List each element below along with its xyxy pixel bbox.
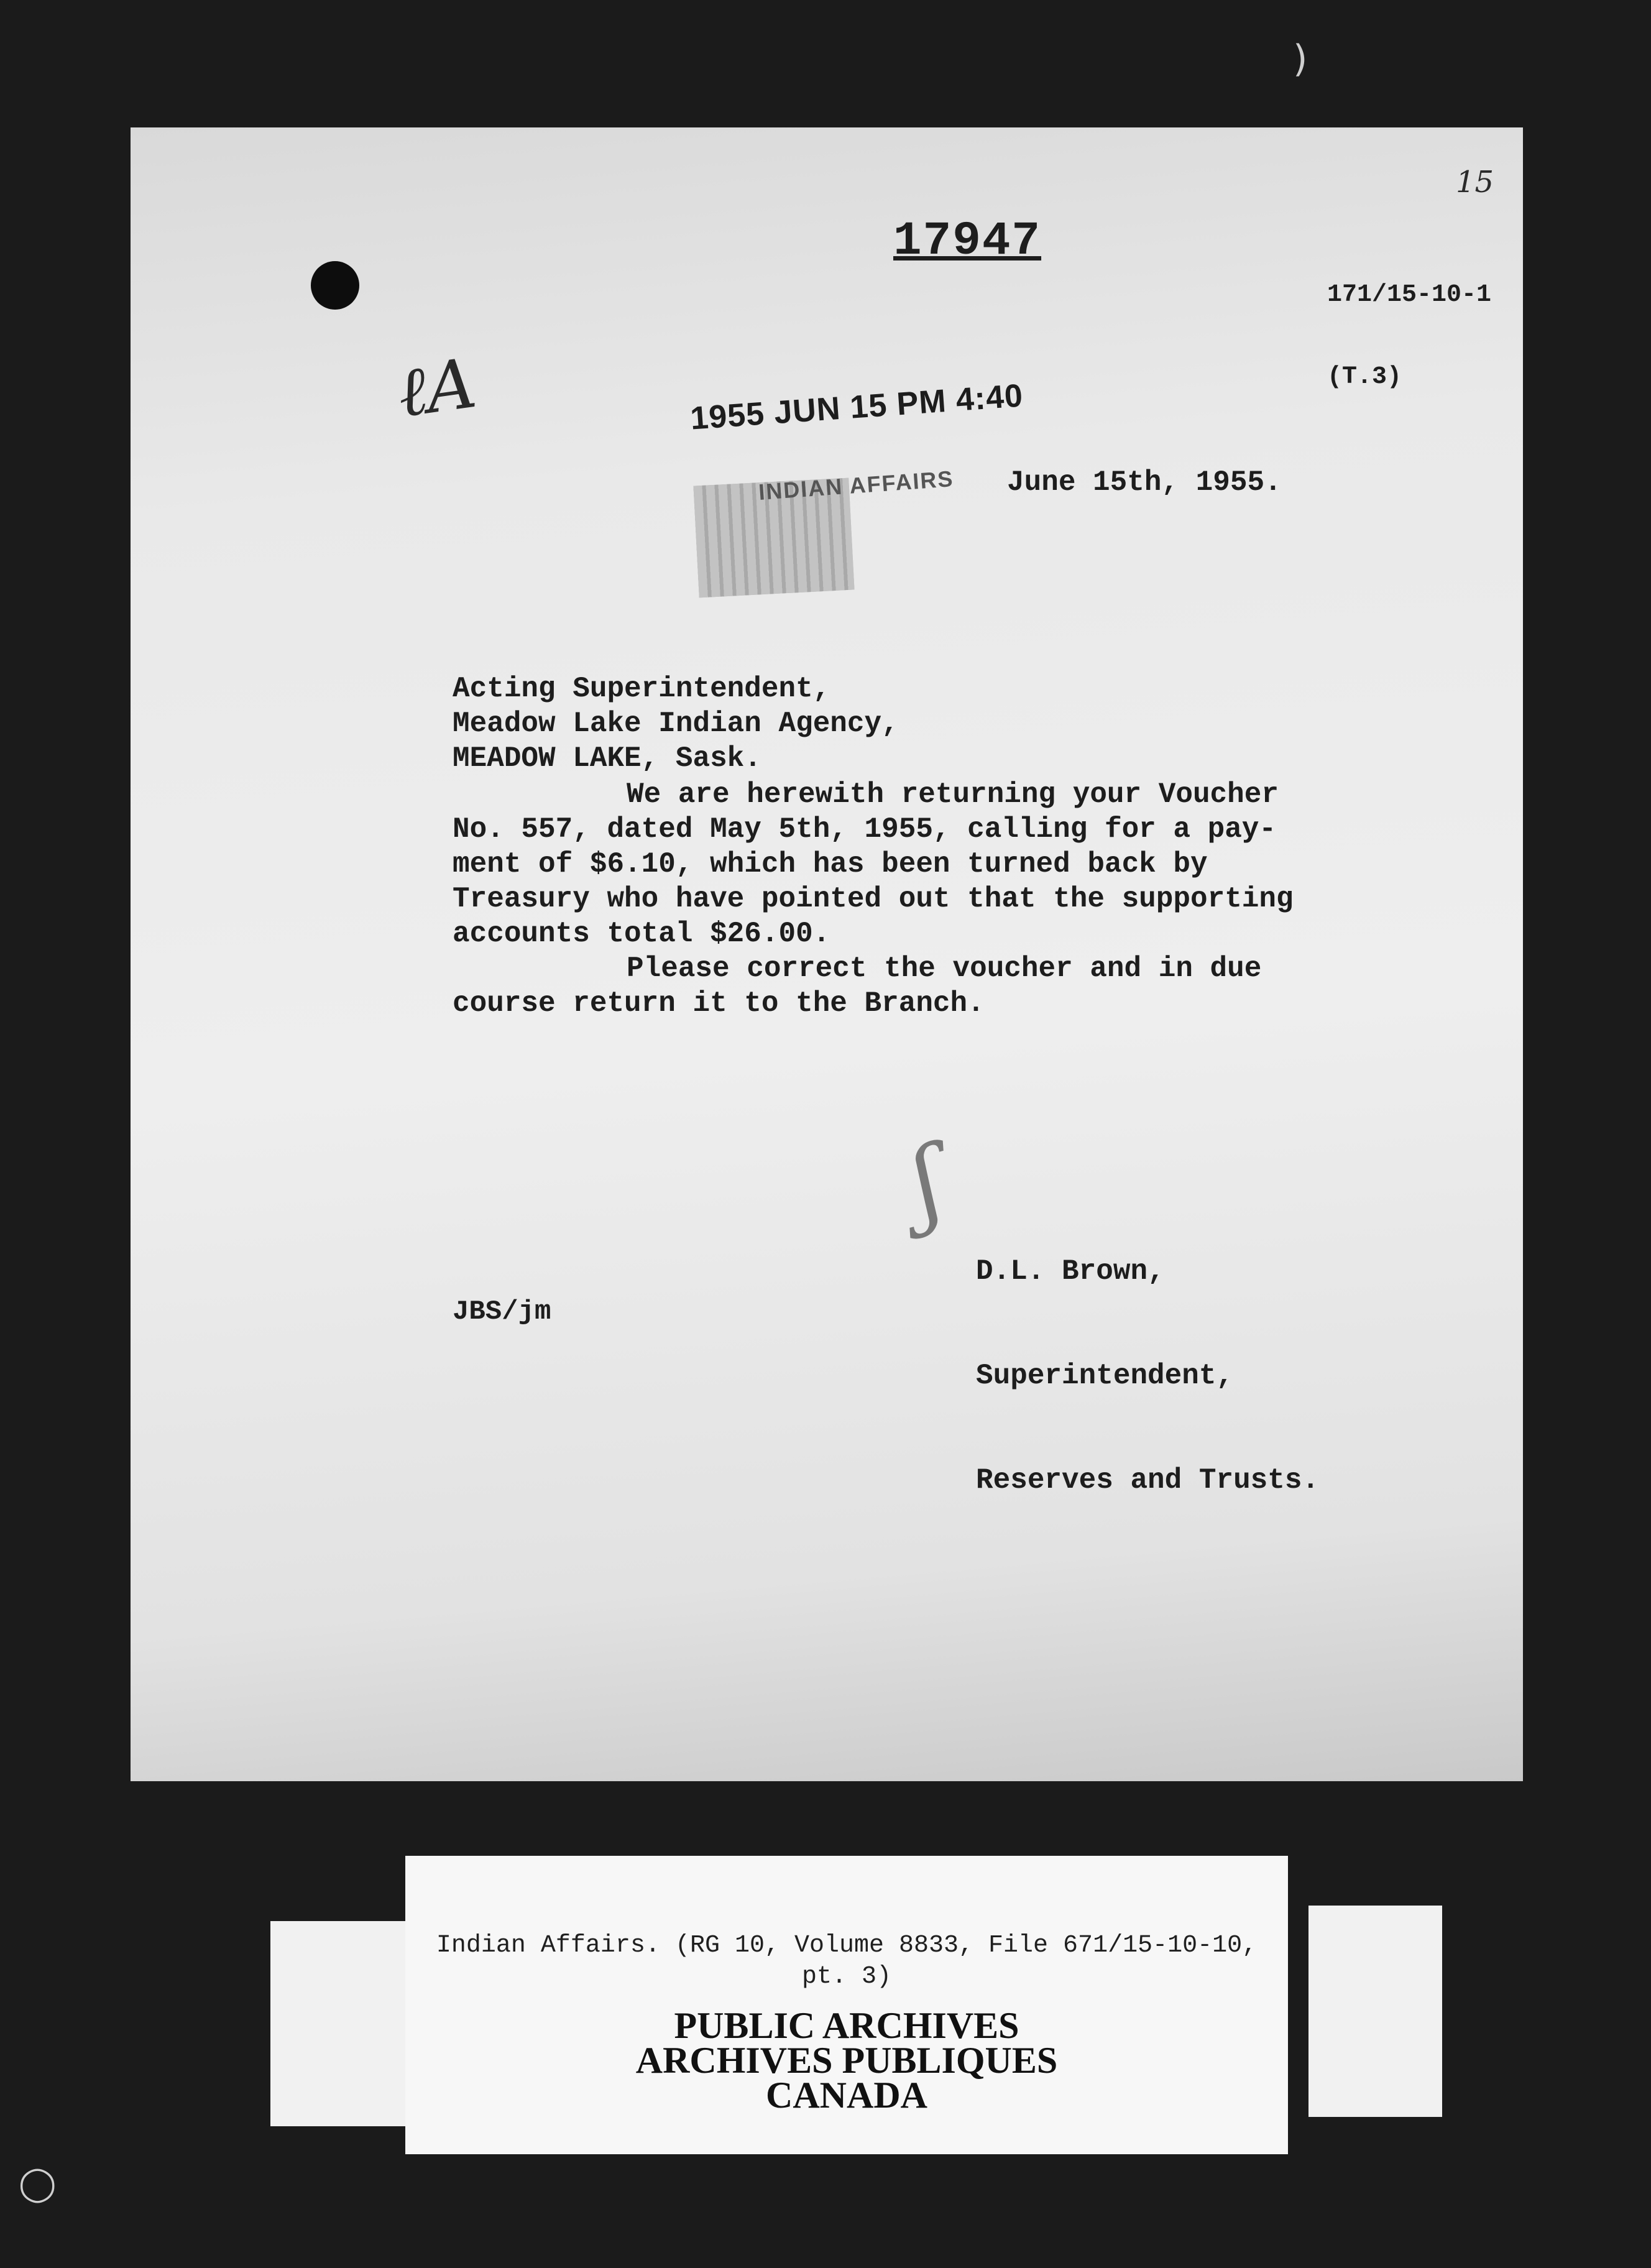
archive-name-line: CANADA <box>766 2075 927 2116</box>
citation-line: pt. 3) <box>801 1963 892 1991</box>
paragraph-correction-request <box>453 951 1261 1021</box>
signature-block <box>976 1184 1319 1567</box>
paragraph-line: ment of $6.10, which has been turned back by <box>453 848 1208 880</box>
label-tab-right <box>1308 1906 1442 2117</box>
archive-label <box>405 1856 1288 2154</box>
received-stamp-date: 1955 JUN 15 PM 4:40 <box>689 377 1024 437</box>
reference-initials: JBS/jm <box>453 1296 551 1327</box>
paragraph-line: Treasury who have pointed out that the supporting <box>453 883 1294 915</box>
corner-handwritten-mark: 15 <box>1456 165 1494 200</box>
file-reference-line: 171/15-10-1 <box>1327 281 1492 309</box>
file-reference-line: (T.3) <box>1327 363 1402 391</box>
signatory-name: D.L. Brown, <box>976 1255 1165 1288</box>
letter-date: June 15th, 1955. <box>1007 466 1282 499</box>
paragraph-voucher-return <box>453 777 1294 951</box>
archive-name <box>405 2005 1288 2116</box>
address-line: Meadow Lake Indian Agency, <box>453 708 899 740</box>
archive-citation <box>405 1930 1288 1993</box>
handwritten-initials: ℓA <box>392 343 481 433</box>
paragraph-line: Please correct the voucher and in due <box>627 952 1262 985</box>
received-stamp-organization: INDIAN AFFAIRS <box>757 466 955 505</box>
label-tab-left <box>270 1921 407 2126</box>
citation-line: Indian Affairs. (RG 10, Volume 8833, File 671/15-10-10, <box>436 1932 1258 1960</box>
signatory-division: Reserves and Trusts. <box>976 1464 1320 1496</box>
file-number: 17947 <box>893 214 1042 268</box>
paragraph-line: accounts total $26.00. <box>453 918 830 950</box>
paragraph-line: No. 557, dated May 5th, 1955, calling for a pay- <box>453 813 1277 846</box>
punch-hole <box>311 261 359 310</box>
archive-name-line: ARCHIVES PUBLIQUES <box>635 2040 1058 2081</box>
address-line: Acting Superintendent, <box>453 673 830 705</box>
address-line: MEADOW LAKE, Sask. <box>453 742 761 775</box>
frame-corner-mark: ) <box>1293 37 1308 81</box>
paragraph-line: We are herewith returning your Voucher <box>627 778 1279 811</box>
letter-page <box>131 127 1523 1781</box>
archive-name-line: PUBLIC ARCHIVES <box>674 2005 1019 2046</box>
paragraph-line: course return it to the Branch. <box>453 987 985 1020</box>
handwritten-signature: ʃ <box>900 1127 953 1238</box>
recipient-address <box>453 671 899 776</box>
frame-circle-mark: ◯ <box>19 2164 57 2203</box>
signatory-title: Superintendent, <box>976 1360 1234 1392</box>
file-reference <box>1327 227 1491 446</box>
